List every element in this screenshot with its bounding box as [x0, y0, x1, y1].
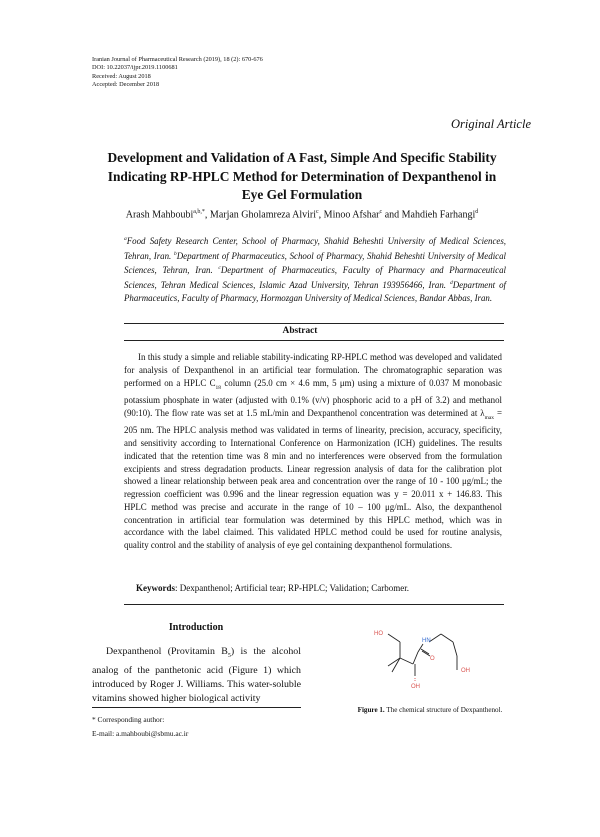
bond [413, 652, 418, 664]
affiliations [124, 233, 506, 304]
introduction-body [92, 645, 301, 706]
abstract-text-3: = 205 nm. The HPLC analysis method was validated in terms of linearity, precision, accuracy, specificity, and sensitivity according to International Conference on Harmonization (ICH) guidelines. The results indicated that the retention time was 8 min and no interferences were observed from the formulation excipients and stress degradation products. Linear regression analysis of data for the calibration plot showed a linear relationship between peak area and concentration over the range of 10 - 100 μg/mL; the regression coefficient was 0.996 and the linear regression equation was y = 20.011 x + 146.83. This HPLC method was precise and accurate in the range of 10 – 100 μg/mL. Also, the dexpanthenol concentration in artificial tear formulation was determined by this HPLC method, which was in accordance with the label claimed. This validated HPLC method could be used for routine analysis, quality control and the stability of analysis of eye gel containing dexpanthenol formulations. [124, 407, 502, 551]
affiliation-mark: b [173, 250, 177, 257]
author-name: Arash Mahboubi [125, 209, 194, 221]
author-name: Mahdieh Farhangi [401, 209, 476, 221]
author-affiliation-mark: c [379, 209, 383, 215]
oh-right-label: OH [461, 668, 470, 674]
bond [400, 658, 413, 664]
abstract-body [124, 351, 502, 552]
introduction-heading: Introduction [168, 622, 224, 633]
affiliation-mark: c [218, 265, 221, 272]
abstract-top-rule [124, 323, 504, 324]
keywords-list: : Dexpanthenol; Artificial tear; RP-HPLC; Validation; Carbomer. [175, 583, 410, 593]
bond [441, 634, 453, 642]
footnote [92, 713, 188, 740]
affiliation-mark: a [124, 236, 127, 242]
author-affiliation-mark: d [475, 209, 479, 215]
accepted-date: Accepted: December 2018 [92, 81, 160, 89]
bond [429, 634, 441, 642]
received-date: Received: August 2018 [92, 72, 151, 80]
bond [392, 658, 400, 672]
doi[interactable]: DOI: 10.22037/ijpr.2019.1100681 [92, 64, 178, 72]
bond [453, 642, 457, 656]
lambda-subscript: max [484, 414, 495, 421]
author-email[interactable]: E-mail: a.mahboubi@sbmu.ac.ir [92, 728, 189, 738]
author-separator: and [382, 209, 402, 221]
carbonyl-o-label: O [430, 656, 435, 662]
article-type: Original Article [451, 117, 531, 131]
author-affiliation-mark: c [316, 209, 319, 215]
dexpanthenol-structure [360, 622, 520, 694]
oh-bottom-label: OH [411, 684, 420, 690]
keywords-label: Keywords [136, 583, 175, 593]
abstract-text-1: In this study a simple and reliable stability-indicating RP-HPLC method was developed and validated for analysis of Dexpanthenol in an artificial tear formulation. The chromatographic separation was performed on a HPLC C [124, 352, 502, 388]
intro-text-1: Dexpanthenol (Provitamin B [106, 646, 228, 657]
affiliation-text: Department of Pharmaceutics, Faculty of Pharmacy, Hormozgan University of Medical Sciences, Bandar Abbas, Iran. [124, 279, 506, 303]
journal-meta [92, 56, 263, 90]
bond [388, 634, 400, 642]
b5-subscript: 5 [227, 652, 231, 659]
caption-text: The chemical structure of Dexpanthenol. [384, 706, 503, 714]
keywords-rule [124, 604, 504, 605]
c18-subscript: 18 [215, 384, 222, 391]
intro-text-2: ) is the alcohol analog of the panthetonic acid (Figure 1) which introduced by Roger J. Williams. This water-soluble vitamins showed higher biological activity [92, 646, 301, 704]
author-affiliation-mark: a,b,* [193, 209, 205, 215]
author-name: Minoo Afshar [323, 209, 380, 221]
journal-citation: Iranian Journal of Pharmaceutical Research (2019), 18 (2): 670-676 [92, 56, 263, 63]
abstract-heading: Abstract [282, 326, 318, 336]
author-separator: , [318, 209, 324, 221]
nh-label: HN [422, 638, 431, 644]
abstract-heading-rule [124, 340, 504, 341]
paper-title: Development and Validation of A Fast, Simple And Specific Stability Indicating RP-HPLC Method for Determination of Dexpanthenol in Eye Gel Formulation [107, 150, 497, 203]
caption-label: Figure 1. [357, 706, 385, 714]
author-separator: , [204, 209, 210, 221]
affiliation-mark: d [449, 280, 453, 287]
affiliation-text: Department of Pharmaceutics, School of Pharmacy, Shahid Beheshti University of Medical Sciences, Tehran, Iran. [124, 250, 506, 276]
footnote-rule [92, 707, 301, 708]
keywords [136, 583, 409, 593]
abstract-text-2: column (25.0 cm × 4.6 mm, 5 μm) using a mixture of 0.037 M monobasic potassium phosphate in water (adjusted with 0.1% (v/v) phosphoric acid to a pH of 3.2) and methanol (90:10). The flow rate was set at 1.5 mL/min and Dexpanthenol concentration was determined at λ [124, 377, 502, 418]
affiliation-text: Food Safety Research Center, School of Pharmacy, Shahid Beheshti University of Medical Sciences, Tehran, Iran. [124, 235, 506, 261]
affiliation-text: Department of Pharmaceutics, Faculty of Pharmacy and Pharmaceutical Sciences, Tehran Medical Sciences, Islamic Azad University, Tehran 193956466, Iran. [124, 265, 506, 290]
corresponding-author: * Corresponding author: [92, 715, 165, 724]
ho-label: HO [374, 631, 383, 637]
author-name: Marjan Gholamreza Alviri [209, 209, 316, 221]
author-list [96, 209, 508, 220]
figure-caption [330, 706, 530, 714]
